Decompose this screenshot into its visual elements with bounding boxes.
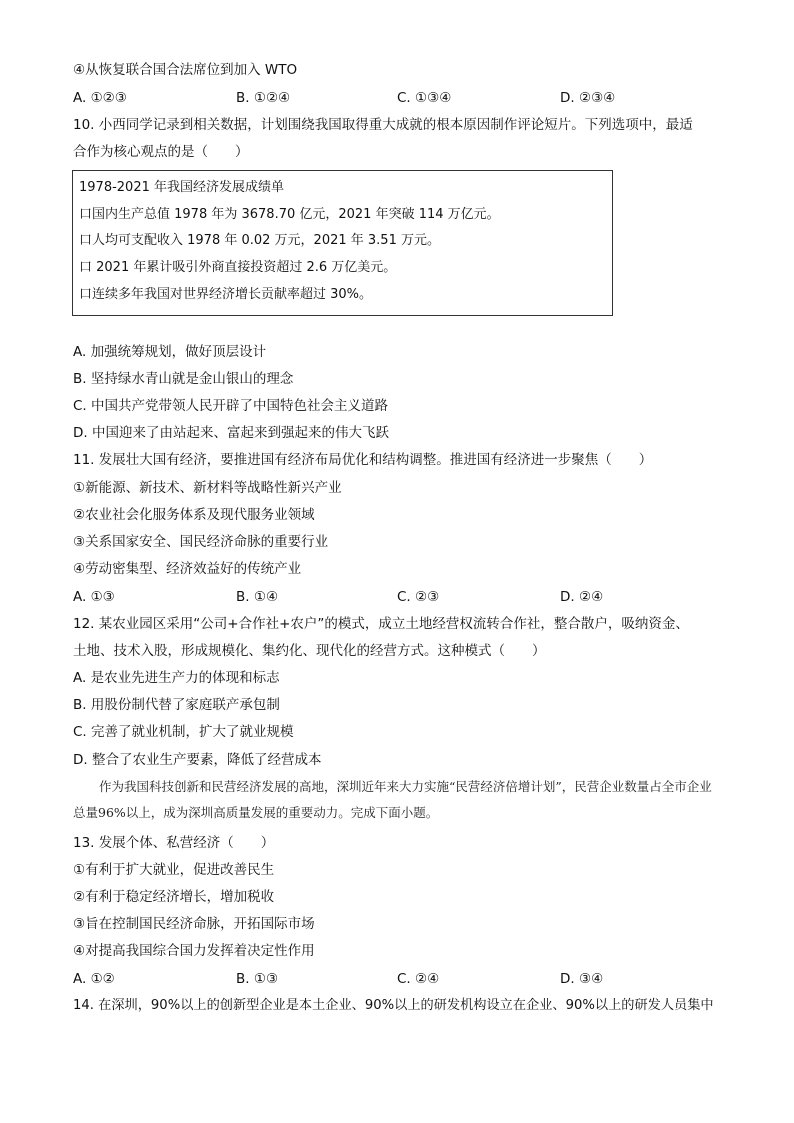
q12-option-b: B. 用股份制代替了家庭联产承包制	[73, 697, 280, 713]
q10-box-item: 口连续多年我国对世界经济增长贡献率超过 30%。	[79, 287, 373, 302]
q12-option-d: D. 整合了农业生产要素，降低了经营成本	[73, 752, 322, 768]
q13-option-a: A. ①②	[73, 971, 115, 987]
q11-item-4: ④劳动密集型、经济效益好的传统产业	[73, 561, 302, 577]
q13-stem: 13. 发展个体、私营经济（ ）	[73, 835, 275, 851]
q9-option-d: D. ②③④	[560, 90, 616, 106]
q10-stem-line1: 10. 小西同学记录到相关数据，计划围绕我国取得重大成就的根本原因制作评论短片。下列选项中，最适	[73, 117, 693, 133]
q12-stem-line1: 12. 某农业园区采用“公司+合作社+农户”的模式，成立土地经营权流转合作社，整合散户，吸纳资金、	[73, 616, 689, 632]
q11-option-a: A. ①③	[73, 589, 115, 605]
q11-item-3: ③关系国家安全、国民经济命脉的重要行业	[73, 534, 329, 550]
q11-item-1: ①新能源、新技术、新材料等战略性新兴产业	[73, 480, 342, 496]
q10-option-a: A. 加强统筹规划，做好顶层设计	[73, 344, 267, 360]
q9-option-a: A. ①②③	[73, 90, 127, 106]
q10-option-d: D. 中国迎来了由站起来、富起来到强起来的伟大飞跃	[73, 425, 389, 441]
q11-item-2: ②农业社会化服务体系及现代服务业领域	[73, 507, 315, 523]
q11-option-b: B. ①④	[236, 589, 279, 605]
material-paragraph: 作为我国科技创新和民营经济发展的高地，深圳近年来大力实施“民营经济倍增计划”，民营企业数量占全市企业总量96%以上，成为深圳高质量发展的重要动力。完成下面小题。	[73, 779, 712, 820]
q13-item-4: ④对提高我国综合国力发挥着决定性作用	[73, 943, 315, 959]
q10-box-item: 口 2021 年累计吸引外商直接投资超过 2.6 万亿美元。	[79, 260, 397, 275]
q10-option-c: C. 中国共产党带领人民开辟了中国特色社会主义道路	[73, 398, 389, 414]
q10-option-b: B. 坚持绿水青山就是金山银山的理念	[73, 371, 294, 387]
q12-option-a: A. 是农业先进生产力的体现和标志	[73, 670, 280, 686]
q13-option-c: C. ②④	[397, 971, 440, 987]
q9-option-c: C. ①③④	[397, 90, 452, 106]
q11-stem: 11. 发展壮大国有经济，要推进国有经济布局优化和结构调整。推进国有经济进一步聚焦（ ）	[73, 452, 653, 468]
q9-option-b: B. ①②④	[236, 90, 291, 106]
q12-stem-line2: 土地、技术入股，形成规模化、集约化、现代化的经营方式。这种模式（ ）	[73, 643, 546, 659]
q13-item-3: ③旨在控制国民经济命脉，开拓国际市场	[73, 916, 315, 932]
q10-stem-line2: 合作为核心观点的是（ ）	[73, 144, 249, 160]
q10-data-box	[72, 170, 613, 316]
q10-box-item: 口人均可支配收入 1978 年 0.02 万元，2021 年 3.51 万元。	[79, 233, 440, 248]
q14-stem-line1: 14. 在深圳，90%以上的创新型企业是本土企业、90%以上的研发机构设立在企业、90%以上的研发人员集中	[73, 998, 714, 1013]
q11-option-c: C. ②③	[397, 589, 440, 605]
q12-option-c: C. 完善了就业机制，扩大了就业规模	[73, 724, 294, 740]
q13-option-b: B. ①③	[236, 971, 279, 987]
q11-option-d: D. ②④	[560, 589, 604, 605]
q10-box-title: 1978-2021 年我国经济发展成绩单	[79, 180, 284, 195]
q9-item-4: ④从恢复联合国合法席位到加入 WTO	[73, 62, 298, 78]
q10-box-item: 口国内生产总值 1978 年为 3678.70 亿元，2021 年突破 114 万亿元。	[79, 207, 500, 222]
q13-item-1: ①有利于扩大就业，促进改善民生	[73, 862, 275, 878]
q13-option-d: D. ③④	[560, 971, 604, 987]
q13-item-2: ②有利于稳定经济增长，增加税收	[73, 889, 275, 905]
